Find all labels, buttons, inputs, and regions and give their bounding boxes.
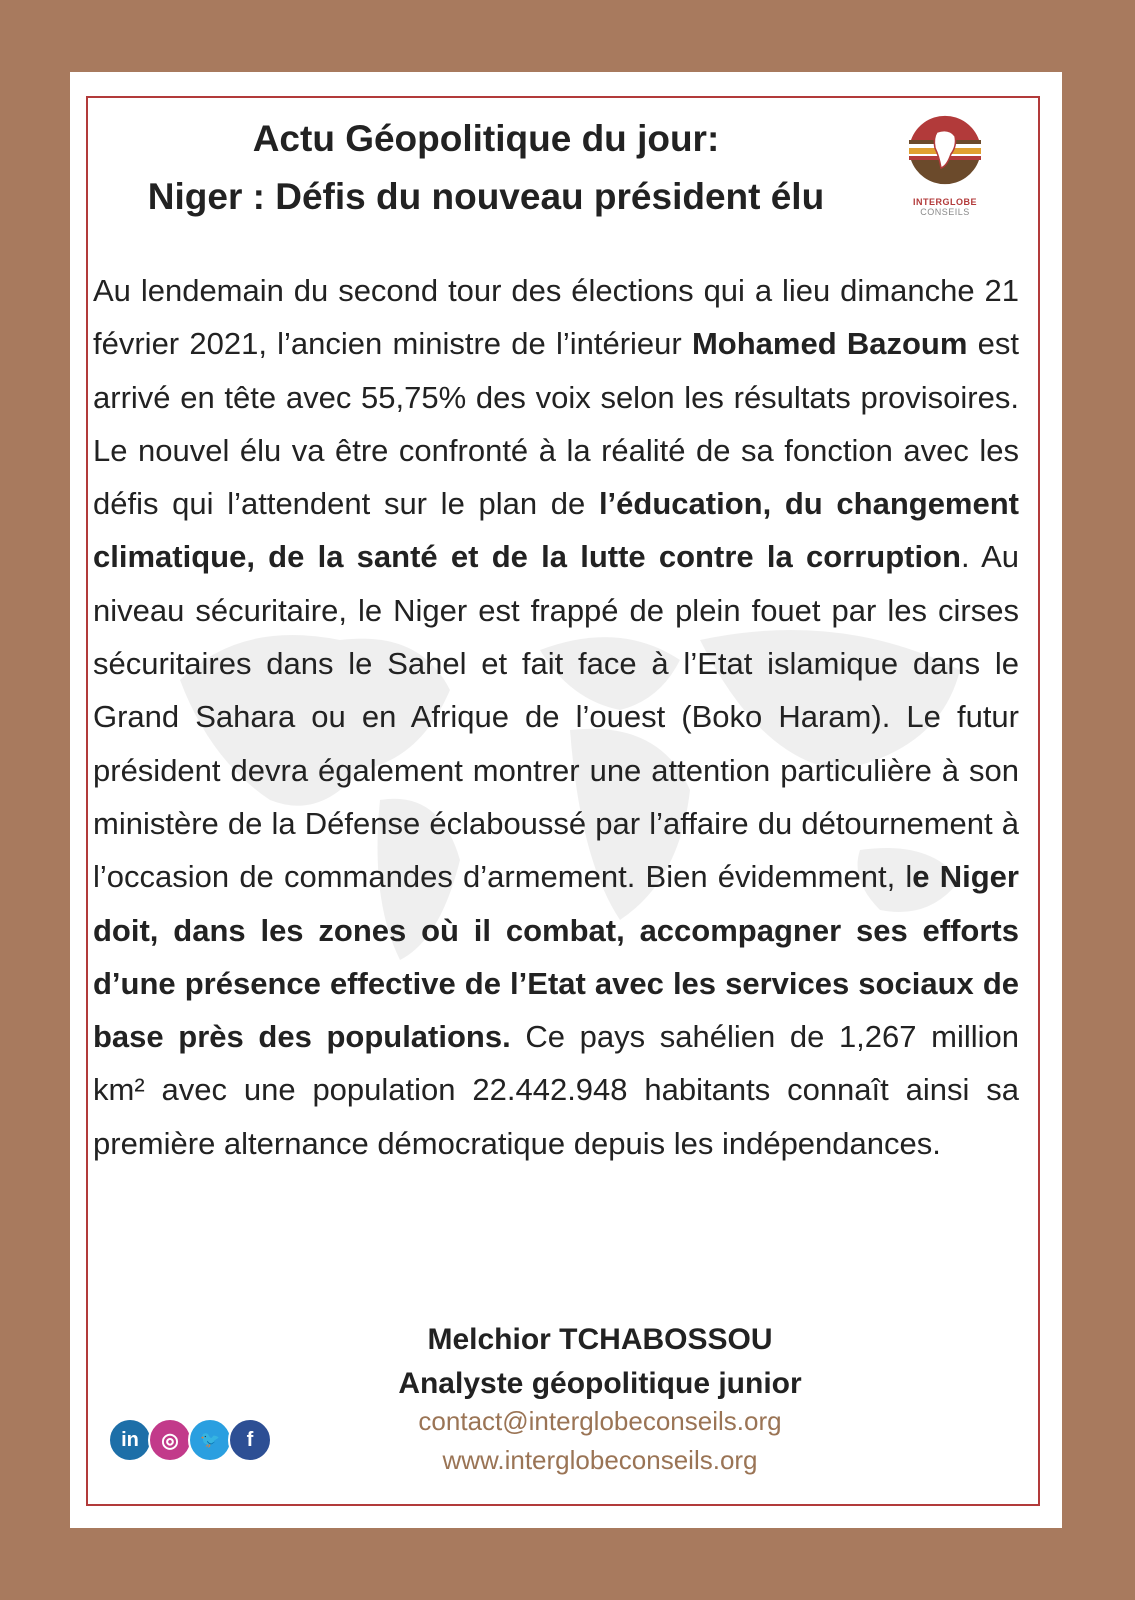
facebook-icon[interactable]: f [228,1418,272,1462]
article-text: Au lendemain du second tour des élections qui a lieu dimanche 21 février 2021, l’ancien ministre de l’intérieur [93,273,1019,362]
title-line-1: Actu Géopolitique du jour: [252,118,720,159]
interglobe-logo [890,110,1000,230]
article-body [93,264,1019,1170]
signature [330,1318,870,1406]
logo-name: INTERGLOBE [912,197,977,207]
contact-links [330,1402,870,1480]
instagram-icon[interactable]: ◎ [148,1418,192,1462]
twitter-icon[interactable]: 🐦 [188,1418,232,1462]
author-role: Analyste géopolitique junior [398,1367,802,1400]
article-text: est arrivé en tête avec 55,75% des voix selon les résultats provisoires. Le nouvel élu va être confronté à la réalité de sa fonction avec les défis qui l’attendent sur le plan de [93,326,1019,522]
social-icons [108,1418,268,1462]
article-bold-text: e Niger doit, dans les zones où il combat, accompagner ses efforts d’une présence effective de l’Etat avec les services sociaux de base près des populations. [93,859,1019,1055]
website-link[interactable]: www.interglobeconseils.org [442,1445,758,1475]
article-bold-text: Mohamed Bazoum [691,326,968,362]
linkedin-icon[interactable]: in [108,1418,152,1462]
page-title [90,110,882,226]
title-line-2: Niger : Défis du nouveau président élu [147,176,825,217]
author-name: Melchior TCHABOSSOU [427,1323,773,1356]
article-text: . Au niveau sécuritaire, le Niger est frappé de plein fouet par les cirses sécuritaires dans le Sahel et fait face à l’Etat islamique dans le Grand Sahara ou en Afrique de l’ouest (Boko Haram). Le futur président devra également montrer une attention particulière à son ministère de la Défense éclaboussé par l’affaire du détournement à l’occasion de commandes d’armement. Bien évidemment, l [93,539,1019,895]
article-bold-text: l’éducation, du changement climatique, de la santé et de la lutte contre la corruption [93,486,1019,575]
article-text: Ce pays sahélien de 1,267 million km² avec une population 22.442.948 habitants connaît ainsi sa première alternance démocratique depuis les indépendances. [93,1019,1019,1161]
globe-africa-icon [905,110,985,190]
logo-subtitle: CONSEILS [920,207,970,217]
email-link[interactable]: contact@interglobeconseils.org [418,1406,782,1436]
